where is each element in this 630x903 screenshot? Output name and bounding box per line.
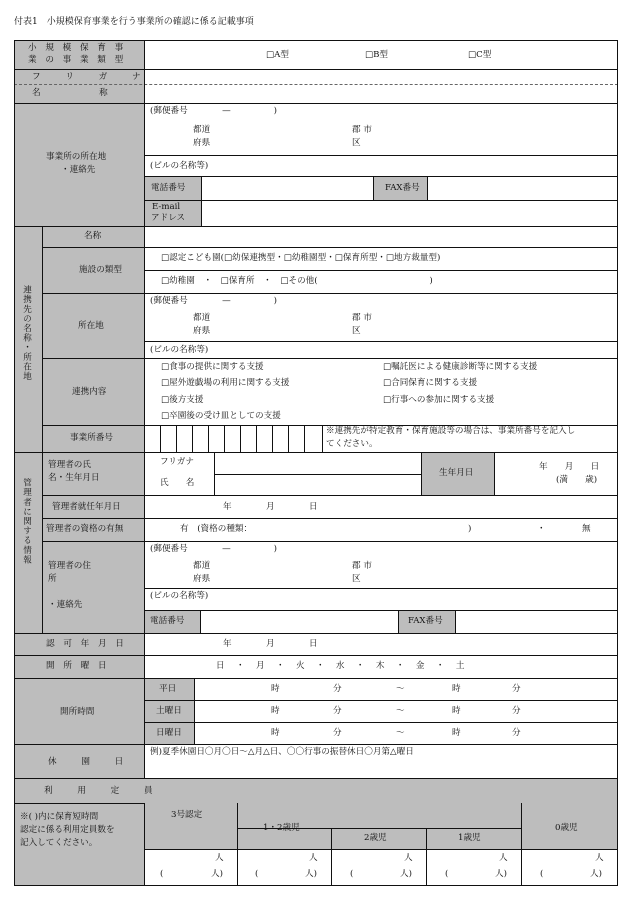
type-b-checkbox[interactable]: □B型 — [365, 50, 389, 60]
name-field[interactable] — [150, 88, 610, 100]
capacity-paren: ( — [350, 869, 354, 879]
name-label: 名 称 — [32, 88, 109, 98]
hour-unit: 時 — [271, 728, 280, 738]
manager-shimei-label: 氏 名 — [160, 478, 195, 488]
prefecture-label: 都道 — [193, 561, 211, 571]
qualification-yes[interactable]: 有 (資格の種類： — [180, 524, 253, 534]
qualification-label: 管理者の資格の有無 — [46, 524, 124, 534]
capacity-note: 認定に係る利用定員数を — [20, 825, 115, 835]
grid-line — [144, 803, 145, 885]
grid-line — [14, 778, 618, 779]
grid-line — [201, 176, 202, 226]
partner-building-field[interactable]: (ビルの名称等) — [150, 345, 209, 355]
partner-postal-field[interactable]: (郵便番号 — ) — [150, 296, 278, 306]
city-label: 郡 市 — [352, 313, 372, 323]
content-option[interactable]: □合同保育に関する支援 — [383, 378, 478, 388]
grid-line — [42, 358, 618, 359]
content-option[interactable]: □嘱託医による健康診断等に関する支援 — [383, 362, 538, 372]
grid-line — [237, 803, 238, 885]
capacity-label: 利 用 定 員 — [44, 786, 164, 796]
office-number-box — [272, 425, 273, 452]
grid-line — [144, 722, 618, 723]
capacity-paren: ( — [255, 869, 259, 879]
hour-unit: 時 — [452, 728, 461, 738]
grid-line — [14, 744, 618, 745]
office-number-note: ※連携先が特定教育・保育施設等の場合は、事業所番号を記入し — [326, 426, 576, 436]
grid-line — [14, 885, 618, 886]
capacity-unit: 人 — [215, 853, 224, 863]
prefecture-label: 府県 — [193, 138, 211, 148]
manager-fax-label: FAX番号 — [408, 616, 443, 626]
holiday-label: 休 園 日 — [48, 757, 135, 767]
content-option[interactable]: □屋外遊戯場の利用に関する支援 — [161, 378, 290, 388]
grid-line — [42, 495, 618, 496]
manager-addr-label: 所 — [48, 574, 57, 584]
hour-unit: 時 — [271, 706, 280, 716]
office-number-note: てください。 — [326, 439, 378, 449]
capacity-paren: ( — [445, 869, 449, 879]
ward-label: 区 — [352, 326, 361, 336]
age-field[interactable]: (満 歳) — [556, 475, 598, 485]
office-number-box — [304, 425, 305, 452]
manager-name-label: 管理者の氏 — [48, 460, 91, 470]
office-number-box — [288, 425, 289, 452]
city-label: 郡 市 — [352, 125, 372, 135]
open-days-options[interactable]: 日 ・ 月 ・ 火 ・ 水 ・ 木 ・ 金 ・ 土 — [216, 661, 466, 671]
capacity-note: ※( )内に保育短時間 — [20, 812, 99, 822]
capacity-header: 1歳児 — [458, 833, 481, 843]
ward-label: 区 — [352, 138, 361, 148]
manager-tel-label: 電話番号 — [150, 616, 185, 626]
approval-date-field[interactable]: 年 月 日 — [223, 639, 318, 649]
grid-line — [42, 247, 618, 248]
addr-label: 事業所の所在地 — [46, 152, 107, 162]
manager-side-label: 管理者に関する情報 — [21, 478, 32, 565]
grid-line — [214, 452, 215, 495]
building-field[interactable]: (ビルの名称等) — [150, 161, 209, 171]
manager-addr-label: ・連絡先 — [48, 600, 83, 610]
hour-unit: 時 — [452, 684, 461, 694]
facility-type-option[interactable]: □認定こども園(□幼保連携型・□幼稚園型・□保育所型・□地方裁量型) — [161, 253, 441, 263]
capacity-note: 記入してください。 — [20, 838, 98, 848]
type-c-checkbox[interactable]: □C型 — [468, 50, 492, 60]
capacity-unit: 人 — [595, 853, 604, 863]
grid-line — [373, 176, 374, 200]
grid-line — [494, 452, 495, 495]
since-date-field[interactable]: 年 月 日 — [223, 502, 318, 512]
partner-name-field[interactable] — [150, 230, 610, 243]
hours-label: 開所時間 — [60, 707, 95, 717]
manager-tel-field[interactable] — [203, 613, 395, 630]
manager-building-field[interactable]: (ビルの名称等) — [150, 591, 209, 601]
hours-row-label: 平日 — [159, 684, 177, 694]
grid-line — [322, 425, 323, 452]
furigana-label: フ リ ガ ナ — [32, 72, 152, 82]
grid-line — [14, 84, 618, 85]
grid-line — [14, 40, 15, 885]
capacity-paren: 人) — [211, 869, 223, 879]
manager-fax-field[interactable] — [458, 613, 614, 630]
type-label: 小 規 模 保 育 事 — [28, 43, 127, 53]
grid-line — [144, 341, 618, 342]
tel-field[interactable] — [204, 180, 370, 197]
prefecture-label: 都道 — [193, 313, 211, 323]
capacity-header: 3号認定 — [171, 810, 203, 820]
capacity-paren: ( — [540, 869, 544, 879]
grid-line — [14, 226, 618, 227]
grid-line — [144, 588, 618, 589]
grid-line — [144, 200, 618, 201]
grid-line — [427, 176, 428, 200]
furigana-field[interactable] — [150, 73, 610, 83]
capacity-paren: ( — [160, 869, 164, 879]
grid-line — [144, 155, 618, 156]
prefecture-label: 都道 — [193, 125, 211, 135]
range-tilde: ～ — [396, 728, 405, 738]
partner-location-label: 所在地 — [78, 321, 104, 331]
content-option[interactable]: □食事の提供に関する支援 — [161, 362, 264, 372]
range-tilde: ～ — [396, 706, 405, 716]
capacity-unit: 人 — [499, 853, 508, 863]
grid-line — [426, 828, 427, 885]
email-label: アドレス — [151, 213, 186, 223]
capacity-unit: 人 — [309, 853, 318, 863]
prefecture-label: 府県 — [193, 326, 211, 336]
office-number-box — [176, 425, 177, 452]
facility-type-option[interactable]: □幼稚園 ・ □保育所 ・ □その他( ) — [161, 276, 433, 286]
type-label: 業 の 事 業 類 型 — [28, 55, 127, 65]
content-option[interactable]: □行事への参加に関する支援 — [383, 395, 495, 405]
addr-label: ・連絡先 — [61, 165, 96, 175]
minute-unit: 分 — [512, 706, 521, 716]
hour-unit: 時 — [452, 706, 461, 716]
manager-addr-label: 管理者の住 — [48, 561, 91, 571]
grid-line — [14, 678, 618, 679]
facility-type-label: 施設の類型 — [79, 265, 122, 275]
form-title: 付表1 小規模保育事業を行う事業所の確認に係る記載事項 — [14, 17, 254, 27]
office-number-box — [224, 425, 225, 452]
type-a-checkbox[interactable]: □A型 — [266, 50, 289, 60]
grid-line — [421, 452, 422, 495]
tel-label: 電話番号 — [151, 183, 186, 193]
grid-line — [144, 40, 145, 778]
manager-name-field[interactable] — [218, 477, 416, 492]
office-number-label: 事業所番号 — [70, 433, 113, 443]
manager-furigana-field[interactable] — [218, 456, 416, 471]
fax-field[interactable] — [430, 180, 614, 197]
capacity-paren: 人) — [305, 869, 317, 879]
content-option[interactable]: □卒園後の受け皿としての支援 — [161, 411, 281, 421]
office-number-box — [192, 425, 193, 452]
grid-line — [331, 828, 332, 885]
capacity-paren: 人) — [400, 869, 412, 879]
approval-label: 認 可 年 月 日 — [46, 639, 127, 649]
partner-side-label: 連携先の名称・所在地 — [21, 285, 32, 381]
grid-line — [14, 103, 618, 104]
grid-line — [200, 610, 201, 633]
capacity-header: 2歳児 — [364, 833, 387, 843]
capacity-paren: 人) — [590, 869, 602, 879]
minute-unit: 分 — [512, 684, 521, 694]
office-number-box — [240, 425, 241, 452]
grid-line — [617, 40, 618, 885]
minute-unit: 分 — [333, 706, 342, 716]
grid-line — [144, 700, 618, 701]
email-field[interactable] — [204, 204, 614, 223]
fax-label: FAX番号 — [385, 183, 420, 193]
prefecture-label: 府県 — [193, 574, 211, 584]
ward-label: 区 — [352, 574, 361, 584]
grid-line — [42, 226, 43, 633]
qualification-no[interactable]: 無 — [582, 524, 591, 534]
grid-line — [144, 176, 618, 177]
grid-line — [144, 849, 618, 850]
email-label: E-mail — [152, 202, 181, 212]
grid-line — [144, 270, 618, 271]
minute-unit: 分 — [512, 728, 521, 738]
open-days-label: 開 所 曜 日 — [46, 661, 110, 671]
manager-name-label: 名・生年月日 — [48, 473, 100, 483]
grid-line — [214, 474, 421, 475]
capacity-paren: 人) — [495, 869, 507, 879]
label-shade — [14, 226, 144, 452]
grid-line — [14, 40, 618, 41]
capacity-header: 1・2歳児 — [263, 823, 300, 833]
office-number-box — [160, 425, 161, 452]
grid-line — [144, 610, 618, 611]
grid-line — [42, 541, 618, 542]
city-label: 郡 市 — [352, 561, 372, 571]
birth-label: 生年月日 — [439, 468, 474, 478]
birth-date-field[interactable]: 年 月 日 — [539, 462, 600, 472]
content-label: 連携内容 — [72, 387, 107, 397]
office-number-box — [256, 425, 257, 452]
grid-line — [42, 518, 618, 519]
since-label: 管理者就任年月日 — [52, 502, 121, 512]
manager-furigana-label: フリガナ — [160, 457, 194, 467]
holiday-example[interactable]: 例)夏季休園日〇月〇日～△月△日、〇〇行事の振替休日〇月第△曜日 — [150, 747, 414, 757]
postal-code-field[interactable]: (郵便番号 — ) — [150, 106, 278, 116]
qualification-paren: ) — [468, 524, 472, 534]
grid-line — [14, 803, 144, 804]
office-number-box — [208, 425, 209, 452]
grid-line — [14, 452, 618, 453]
qualification-separator: ・ — [537, 524, 546, 534]
grid-line — [194, 678, 195, 744]
manager-postal-field[interactable]: (郵便番号 — ) — [150, 544, 278, 554]
hours-row-label: 土曜日 — [156, 706, 182, 716]
grid-line — [455, 610, 456, 633]
grid-line — [14, 69, 618, 70]
minute-unit: 分 — [333, 684, 342, 694]
hours-row-label: 日曜日 — [156, 728, 182, 738]
capacity-header: 0歳児 — [555, 823, 578, 833]
grid-line — [42, 293, 618, 294]
hour-unit: 時 — [271, 684, 280, 694]
grid-line — [14, 633, 618, 634]
partner-name-label: 名称 — [84, 231, 102, 241]
grid-line — [521, 803, 522, 885]
capacity-unit: 人 — [404, 853, 413, 863]
content-option[interactable]: □後方支援 — [161, 395, 204, 405]
minute-unit: 分 — [333, 728, 342, 738]
grid-line — [14, 655, 618, 656]
grid-line — [398, 610, 399, 633]
range-tilde: ～ — [396, 684, 405, 694]
